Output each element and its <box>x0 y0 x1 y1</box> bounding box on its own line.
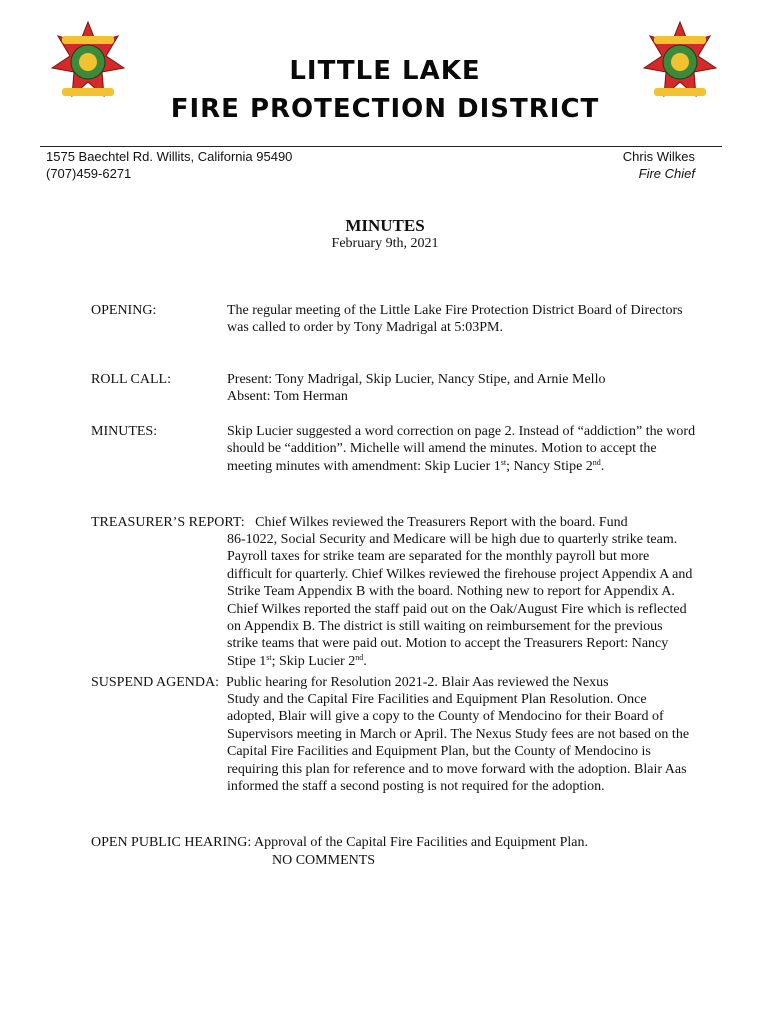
district-title-line1: LITTLE LAKE <box>289 56 481 86</box>
roll-call-absent: Absent: Tom Herman <box>227 389 348 404</box>
opening-label: OPENING: <box>91 303 157 318</box>
suspend-label: SUSPEND AGENDA: <box>91 675 219 690</box>
roll-call-label: ROLL CALL: <box>91 372 171 387</box>
roll-call-present: Present: Tony Madrigal, Skip Lucier, Nancy Stipe, and Arnie Mello <box>227 372 606 387</box>
header-divider <box>40 146 722 147</box>
treasurer-label: TREASURER’S REPORT: <box>91 515 245 530</box>
minutes-label: MINUTES: <box>91 424 158 439</box>
chief-name: Chris Wilkes <box>622 149 695 164</box>
suspend-text: Study and the Capital Fire Facilities and Equipment Plan Resolution. Once adopted, Blair will give a copy to the County of Mendocino for their Board of Supervisors meeting in March or April. The Nexus Study fees are not based on the Capital Fire Facilities and Equipment Plan, but the County of Mendocino is requiring this plan for reference and to move forward with the adoption. Blair Aas informed the staff a second posting is not required for the adoption. <box>227 692 690 795</box>
document-heading: MINUTES <box>345 216 425 235</box>
chief-title: Fire Chief <box>638 166 695 181</box>
district-address: 1575 Baechtel Rd. Willits, California 95490 <box>46 149 293 164</box>
hearing-line: OPEN PUBLIC HEARING: Approval of the Capital Fire Facilities and Equipment Plan. <box>91 835 588 850</box>
hearing-note: NO COMMENTS <box>272 853 376 868</box>
district-title-line2: FIRE PROTECTION DISTRICT <box>170 94 600 124</box>
suspend-first-line: SUSPEND AGENDA: Public hearing for Resolution 2021-2. Blair Aas reviewed the Nexus <box>91 675 609 690</box>
meeting-date: February 9th, 2021 <box>331 236 439 251</box>
district-phone: (707)459-6271 <box>46 166 132 181</box>
opening-text: The regular meeting of the Little Lake Fire Protection District Board of Directors was called to order by Tony Madrigal at 5:03PM. <box>227 303 683 336</box>
minutes-text: Skip Lucier suggested a word correction on page 2. Instead of “addiction” the word should be “addition”. Michelle will amend the minutes. Motion to accept the meeting minutes with amendment: Skip Lucier 1st; Nancy Stipe 2nd. <box>227 424 696 474</box>
treasurer-text: 86-1022, Social Security and Medicare will be high due to quarterly strike team. Payroll taxes for strike team are separated for the monthly payroll but more difficult for quarterly. Chief Wilkes reviewed the firehouse project Appendix A and Strike Team Appendix B with the board. Nothing new to report for Appendix A. Chief Wilkes reported the staff paid out on the Oak/August Fire which is reflected on Appendix B. The district is still waiting on reimbursement for the previous strike teams that were paid out. Motion to accept the Treasurers Report: Nancy Stipe 1st; Skip Lucier 2nd. <box>227 532 693 669</box>
hearing-label: OPEN PUBLIC HEARING: <box>91 835 252 850</box>
treasurer-first-line: TREASURER’S REPORT: Chief Wilkes reviewed the Treasurers Report with the board. Fund <box>91 515 628 530</box>
